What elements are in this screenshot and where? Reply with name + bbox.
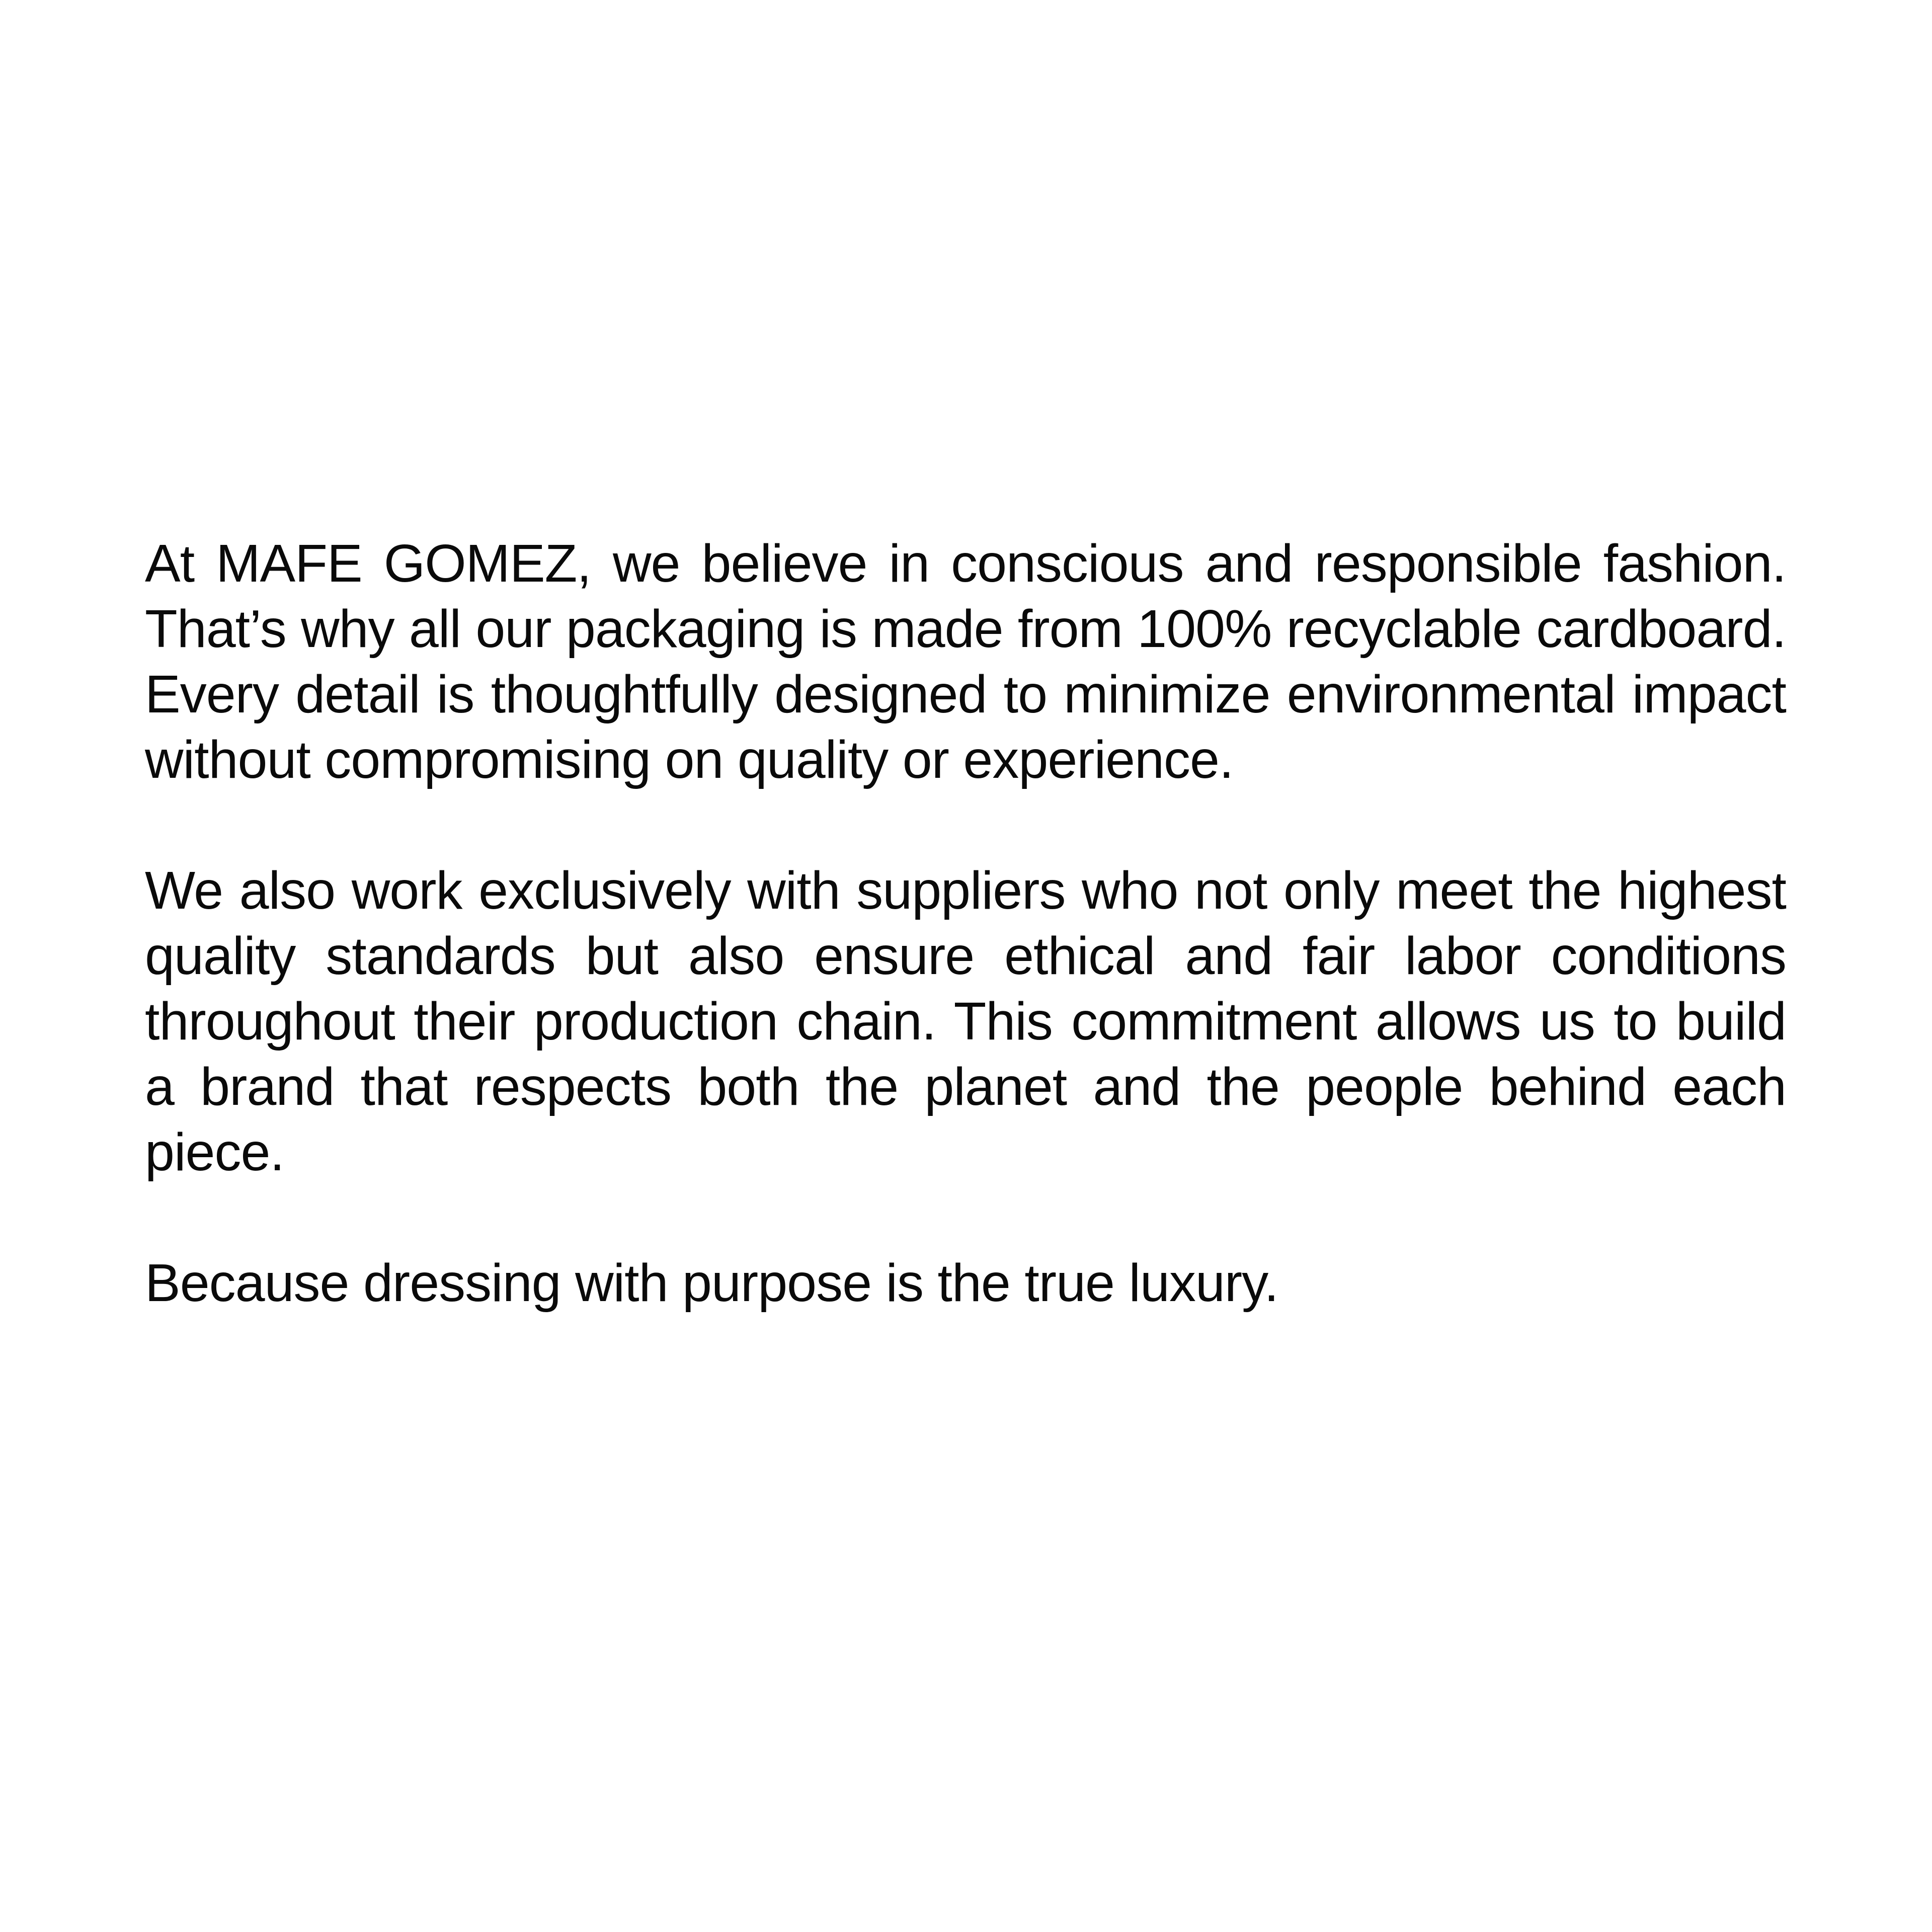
- sustainability-statement: [145, 531, 1786, 1316]
- paragraph-closing: Because dressing with purpose is the true luxury.: [145, 1253, 1278, 1313]
- paragraph-suppliers: We also work exclusively with suppliers who not only meet the highest quality standards but also ensure ethical and fair labor conditions throughout their production chain. This commitment allows us to build a brand that respects both the planet and the people behind each piece.: [145, 861, 1786, 1182]
- paragraph-packaging: At MAFE GOMEZ, we believe in conscious and responsible fashion. That’s why all our packaging is made from 100% recyclable cardboard. Every detail is thoughtfully designed to minimize environmental impact without compromising on quality or experience.: [145, 534, 1786, 789]
